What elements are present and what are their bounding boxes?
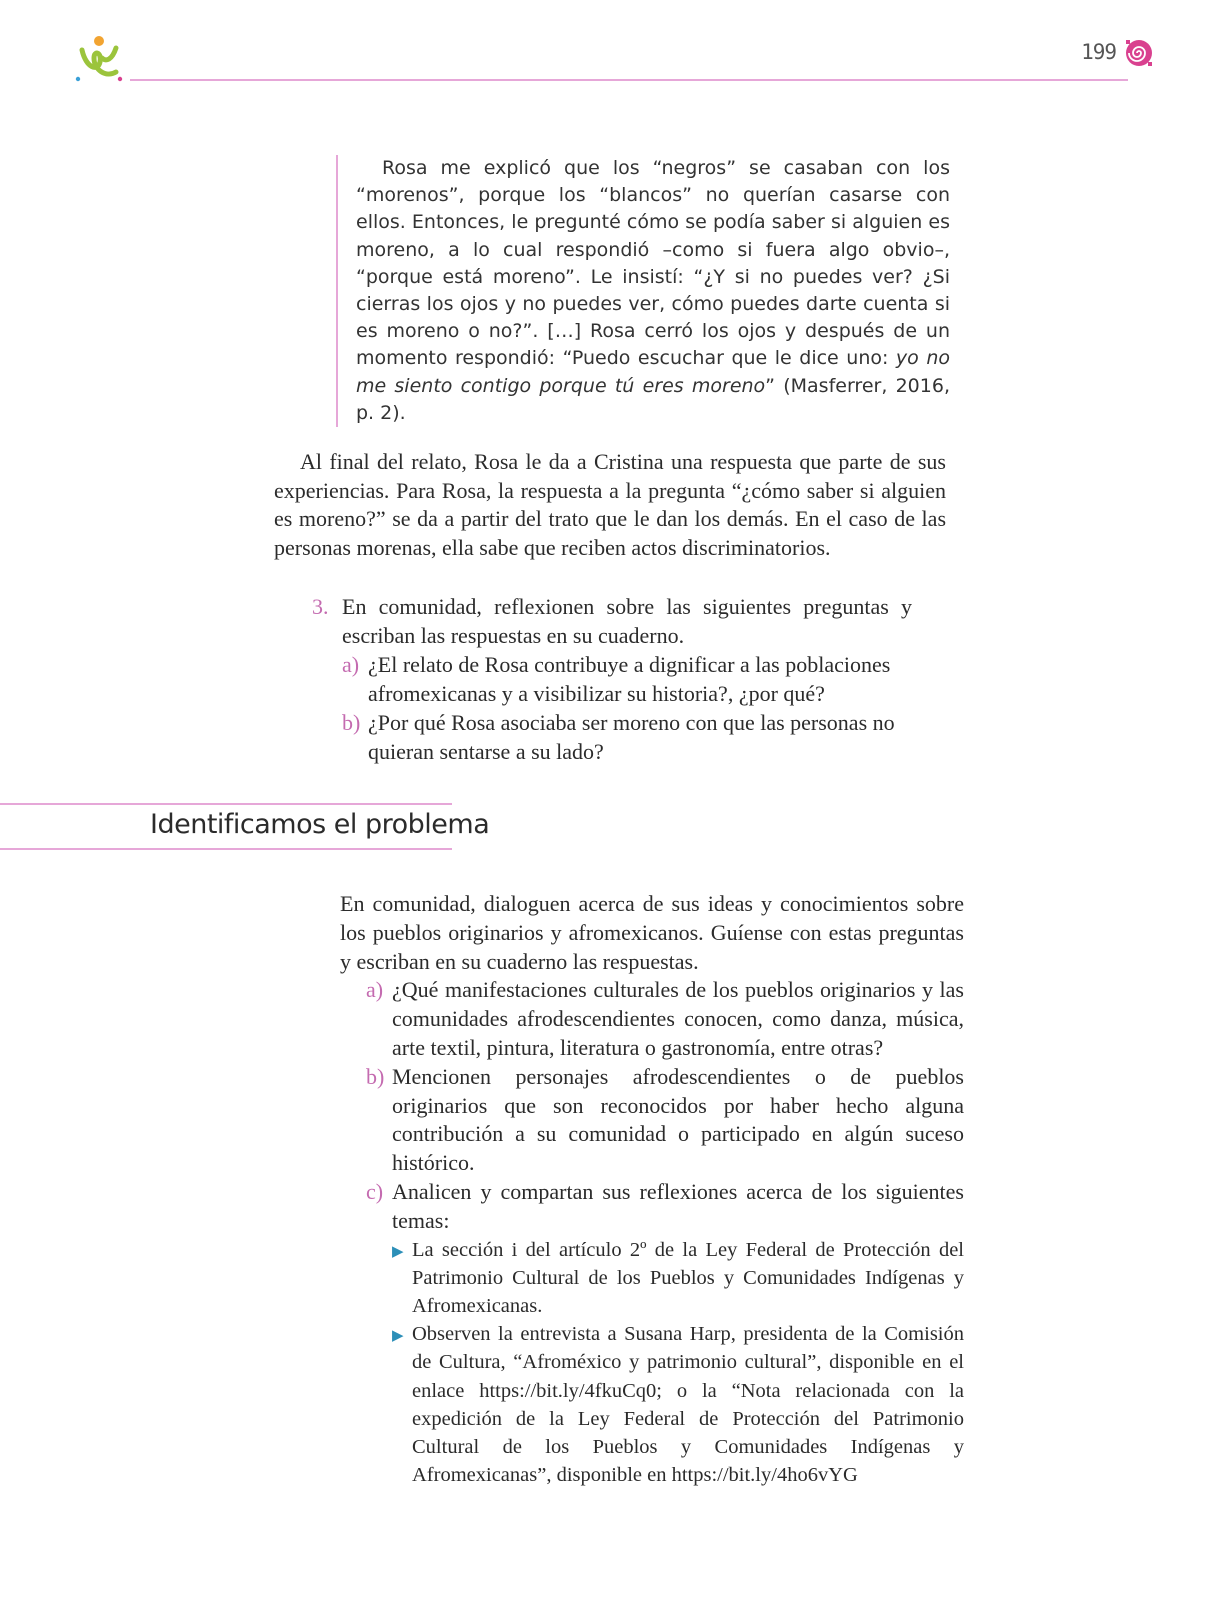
item-text: ¿Qué manifestaciones culturales de los pueblos originarios y las comunidades afrodescendientes conocen, como danza, música, arte textil, pintura, literatura o gastronomía, entre otras? [392, 977, 964, 1060]
quote-italic: yo no me siento contigo porque tú eres moreno [356, 347, 950, 397]
bullet-item [392, 1236, 964, 1321]
list-item [366, 976, 964, 1062]
item-label: b) [366, 1063, 385, 1089]
bullet-text: La sección i del artículo 2º de la Ley Federal de Protección del Patrimonio Cultural de los Pueblos y Comunidades Indígenas y Afromexicanas. [412, 1238, 964, 1317]
quote-text [356, 155, 950, 427]
item-text: Mencionen personajes afrodescendientes o de pueblos originarios que son reconocidos por haber hecho alguna contribución a su comunidad o participado en algún suceso histórico. [392, 1063, 964, 1176]
question-3 [312, 592, 912, 766]
list-item [366, 1063, 964, 1178]
item-label: a) [342, 652, 360, 677]
item-label: c) [366, 1178, 384, 1204]
triangle-bullet-icon: ▶ [392, 1243, 404, 1260]
bullet-text: Observen la entrevista a Susana Harp, presidenta de la Comisión de Cultura, “Afroméxico y patrimonio cultural”, disponible en el enlace https://bit.ly/4fkuCq0; o la “Nota relacionada con la expedición de la Ley Federal de Protección del Patrimonio Cultural de los Pueblos y Comunidades Indígenas y Afromexicanas”, disponible en https://bit.ly/4ho6vYG [412, 1323, 964, 1487]
item-label: a) [366, 977, 384, 1003]
header-rule [130, 79, 1128, 81]
body-paragraph: Al final del relato, Rosa le da a Cristina una respuesta que parte de sus experiencias. Para Rosa, la respuesta a la pregunta “¿cómo saber si alguien es moreno?” se da a partir del trato que le dan los demás. En el caso de las personas morenas, ella sabe que reciben actos discriminatorios. [274, 449, 946, 560]
item-label: b) [342, 710, 361, 735]
block-quote [336, 155, 950, 427]
list-item [342, 708, 912, 766]
activity-intro: En comunidad, dialoguen acerca de sus ideas y conocimientos sobre los pueblos originarios y afromexicanos. Guíense con estas preguntas y escriban en su cuaderno las respuestas. [340, 891, 964, 974]
item-text: Analicen y compartan sus reflexiones acerca de los siguientes temas: [392, 1178, 964, 1233]
section-rule-bottom [0, 848, 452, 850]
list-item [342, 650, 912, 708]
activity-block [340, 890, 964, 1489]
section-rule-top [0, 803, 452, 805]
page-number: 199 [1081, 40, 1116, 64]
triangle-bullet-icon: ▶ [392, 1328, 404, 1345]
list-item [366, 1178, 964, 1236]
item-text: ¿Por qué Rosa asociaba ser moreno con que las personas no quieran sentarse a su lado? [368, 710, 895, 764]
figure-logo-icon [72, 32, 128, 88]
bullet-item [392, 1320, 964, 1489]
item-text: ¿El relato de Rosa contribuye a dignificar a las poblaciones afromexicanas y a visibilizar su historia?, ¿por qué? [368, 652, 891, 706]
question-text: En comunidad, reflexionen sobre las siguientes preguntas y escriban las respuestas en su cuaderno. [342, 594, 912, 648]
quote-text-start: Rosa me explicó que los “negros” se casaban con los “morenos”, porque los “blancos” no querían casarse con ellos. Entonces, le pregunté cómo se podía saber si alguien es moreno, a lo cual respondió –como si fuera algo obvio–, “porque está moreno”. Le insistí: “¿Y si no puedes ver? ¿Si cierras los ojos y no puedes ver, cómo puedes darte cuenta si es moreno o no?”. […] Rosa cerró los ojos y después de un momento respondió: “Puedo escuchar que le dice uno: [356, 157, 950, 370]
spiral-ornament-icon [1124, 38, 1154, 68]
section-title: Identificamos el problema [150, 809, 490, 840]
quote-citation: ” (Masferrer, 2016, p. 2). [356, 374, 950, 424]
question-number: 3. [312, 594, 329, 619]
